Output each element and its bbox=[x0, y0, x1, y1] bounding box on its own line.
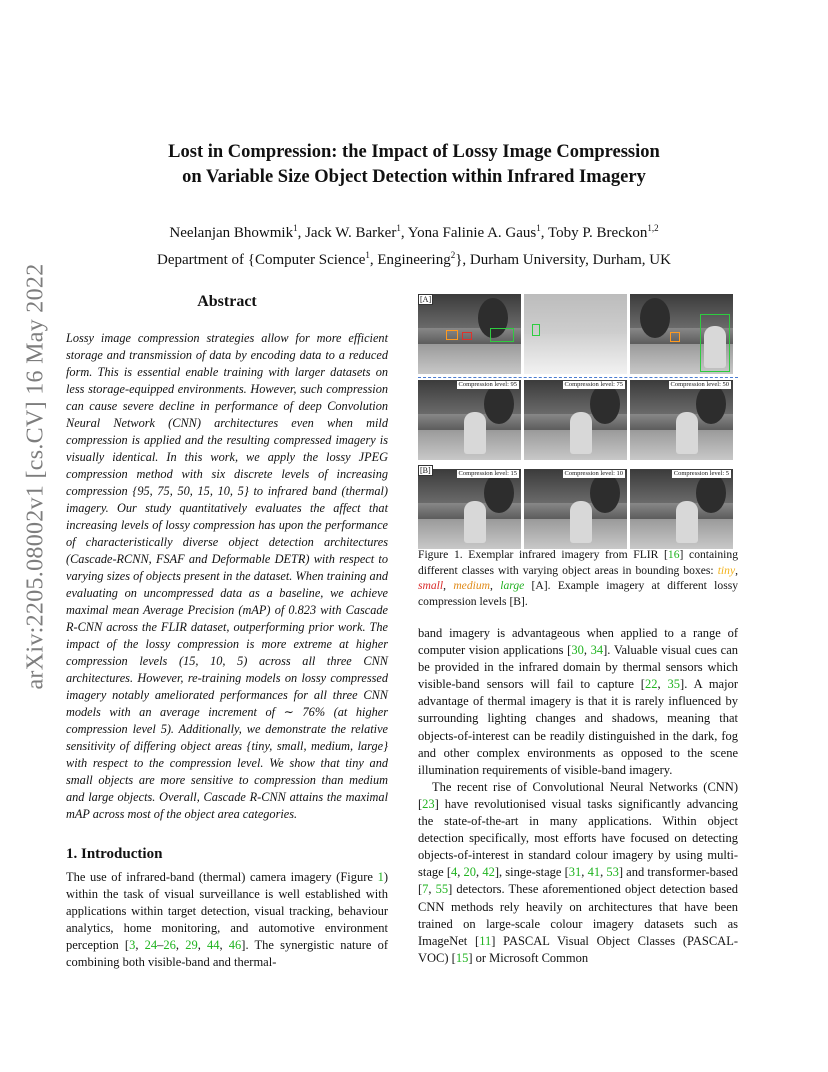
citation-link[interactable]: 29 bbox=[185, 938, 198, 953]
citation-link[interactable]: 22 bbox=[644, 677, 658, 692]
class-label-medium: medium bbox=[453, 579, 491, 593]
figure-1-caption: Figure 1. Exemplar infrared imagery from FLIR [16] containing different classes with varying object areas in bounding boxes: tiny, small, medium, large [A]. Example imagery at different lossy compression levels [B]. bbox=[418, 548, 739, 609]
citation-link[interactable]: 30 bbox=[571, 643, 584, 658]
thermal-image-street bbox=[418, 294, 521, 374]
figure-panel-tag-a: [A] bbox=[420, 295, 432, 304]
figure-link[interactable]: 1 bbox=[377, 870, 384, 884]
citation-link[interactable]: 23 bbox=[422, 796, 435, 811]
paper-title bbox=[80, 140, 748, 190]
introduction-heading: 1. Introduction bbox=[66, 846, 163, 862]
thermal-image-bridge bbox=[524, 294, 627, 374]
author-name: Jack W. Barker bbox=[305, 225, 397, 241]
arxiv-identifier: arXiv:2205.08002v1 [cs.CV] 16 May 2022 bbox=[22, 262, 49, 690]
citation-link[interactable]: 53 bbox=[606, 865, 619, 880]
author-affiliation: Department of {Computer Science$^1$, Engineering$^2$}, Durham University, Durham, UK bbox=[157, 250, 671, 268]
citation-link[interactable]: 11 bbox=[479, 933, 492, 948]
figure-divider bbox=[418, 377, 738, 378]
figure-row-object-classes bbox=[418, 294, 733, 374]
abstract-heading: Abstract bbox=[197, 293, 257, 310]
compressed-image-15 bbox=[418, 469, 521, 549]
arxiv-sidebar-stamp bbox=[22, 262, 50, 690]
citation-link[interactable]: 20 bbox=[463, 865, 477, 880]
compressed-image-5 bbox=[630, 469, 733, 549]
citation-link[interactable]: 7 bbox=[422, 882, 429, 897]
citation-link[interactable]: 24 bbox=[144, 938, 158, 953]
citation-link[interactable]: 44 bbox=[206, 938, 220, 953]
citation-link[interactable]: 55 bbox=[435, 882, 449, 897]
compression-label: Compression level: 50 bbox=[670, 381, 729, 388]
compressed-image-50 bbox=[630, 380, 733, 460]
author-name: Toby P. Breckon bbox=[548, 225, 648, 241]
author-affil-mark: 1 bbox=[293, 223, 298, 233]
thermal-image-pedestrians bbox=[630, 294, 733, 374]
class-label-small: small bbox=[418, 579, 444, 593]
citation-link[interactable]: 3 bbox=[129, 938, 136, 953]
class-label-tiny: tiny bbox=[717, 563, 736, 577]
author-affil-mark: 1 bbox=[396, 223, 401, 233]
citation-link[interactable]: 41 bbox=[587, 865, 601, 880]
author-affil-mark: 1,2 bbox=[647, 223, 659, 233]
figure-row-compression-low-quality bbox=[418, 469, 733, 549]
citation-link[interactable]: 31 bbox=[568, 865, 582, 880]
figure-row-compression-high-quality bbox=[418, 380, 733, 460]
figure-1-infrared-grid bbox=[418, 292, 738, 544]
citation-link[interactable]: 4 bbox=[451, 865, 458, 880]
citation-link[interactable]: 46 bbox=[228, 938, 242, 953]
compression-label: Compression level: 15 bbox=[458, 470, 517, 477]
compressed-image-10 bbox=[524, 469, 627, 549]
compressed-image-95 bbox=[418, 380, 521, 460]
body-paragraph: band imagery is advantageous when applied to a range of computer vision applications [30, 34]. Valuable visual cues can be provided in the infrared domain by thermal sensors which visible-band sensors will fail to capture [22, 35]. A major advantage of thermal imagery is that it is rarely influenced by surrounding lighting changes and shadows, meaning that objects-of-interest can be readily distinguished in the dark, fog and other complex environments as opposed to the scene illumination requirements of visible-band imagery. bbox=[418, 626, 738, 777]
compression-label: Compression level: 95 bbox=[458, 381, 517, 388]
compression-label: Compression level: 75 bbox=[564, 381, 623, 388]
citation-link[interactable]: 34 bbox=[590, 643, 604, 658]
citation-link[interactable]: 26 bbox=[163, 938, 176, 953]
right-column-body bbox=[418, 625, 738, 967]
compression-label: Compression level: 10 bbox=[564, 470, 623, 477]
citation-link[interactable]: 42 bbox=[482, 865, 495, 880]
body-paragraph: The recent rise of Convolutional Neural Networks (CNN) [23] have revolutionised visual tasks significantly advancing the state-of-the-art in many applications. Within object detection specifically, most efforts have focused on detecting objects-of-interest in standard colour imagery by using multi-stage [4, 20, 42], singe-stage [31, 41, 53] and transformer-based [7, 55] detectors. These aforementioned object detection based CNN methods rely heavily on architectures that have been trained on large-scale colour imagery datasets such as ImageNet [11] PASCAL Visual Object Classes (PASCAL-VOC) [15] or Microsoft Common bbox=[418, 779, 739, 965]
abstract-text: Lossy image compression strategies allow for more efficient storage and transmission of data by encoding data to a reduced form. This is essential enable training with larger datasets on less storage-equipped environments. However, such compression can cause severe decline in performance of deep Convolution Neural Network (CNN) architectures even when mild compression is applied and the resulting compressed imagery is visually identical. In this work, we apply the lossy JPEG compression method with six discrete levels of increasing compression {95, 75, 50, 15, 10, 5} to infrared band (thermal) imagery. Our study quantitatively evaluates the affect that increasing levels of lossy compression has upon the performance of characteristically diverse object detection architectures (Cascade-RCNN, FSAF and Deformable DETR) with respect to varying sizes of objects present in the dataset. When training and evaluating on uncompressed data as a baseline, we achieve maximal mean Average Precision (mAP) of 0.823 with Cascade R-CNN across the FLIR dataset, outperforming prior work. The impact of the lossy compression is more extreme at higher compression levels (15, 10, 5) across all three CNN architectures. However, re-training models on lossy compressed imagery notably ameliorated performances for all three CNN models with an average increment of ∼ 76% (at higher compression level 5). Additionally, we demonstrate the relative sensitivity of differing object areas {tiny, small, medium, large} with respect to the compression level. We show that tiny and small objects are more sensitive to compression than medium and large objects. Overall, Cascade R-CNN attains the maximal mAP across most of the object area categories. bbox=[66, 331, 388, 821]
citation-link[interactable]: 15 bbox=[455, 950, 469, 965]
title-line-1: Lost in Compression: the Impact of Lossy Image Compression bbox=[168, 142, 660, 162]
citation-link[interactable]: 35 bbox=[667, 677, 681, 692]
figure-panel-tag-b: [B] bbox=[420, 466, 431, 475]
author-name: Yona Falinie A. Gaus bbox=[407, 225, 537, 241]
compressed-image-75 bbox=[524, 380, 627, 460]
author-block bbox=[80, 217, 748, 271]
title-line-2: on Variable Size Object Detection within Infrared Imagery bbox=[182, 167, 646, 187]
class-label-large: large bbox=[500, 579, 525, 593]
introduction-paragraph: The use of infrared-band (thermal) camera imagery (Figure 1) within the task of visual surveillance is well established with applications within target detection, visual tracking, behaviour analytics, home monitoring, and automotive environment perception [3, 24–26, 29, 44, 46]. The synergistic nature of combining both visible-band and thermal- bbox=[66, 870, 389, 970]
author-affil-mark: 1 bbox=[536, 223, 541, 233]
author-name: Neelanjan Bhowmik bbox=[169, 225, 294, 241]
compression-label: Compression level: 5 bbox=[673, 470, 729, 477]
citation-link[interactable]: 16 bbox=[667, 548, 680, 561]
author-names: Neelanjan Bhowmik$^1$, Jack W. Barker$^1$, Yona Falinie A. Gaus$^1$, Toby P. Breckon$^{1,2}$ bbox=[169, 223, 659, 241]
